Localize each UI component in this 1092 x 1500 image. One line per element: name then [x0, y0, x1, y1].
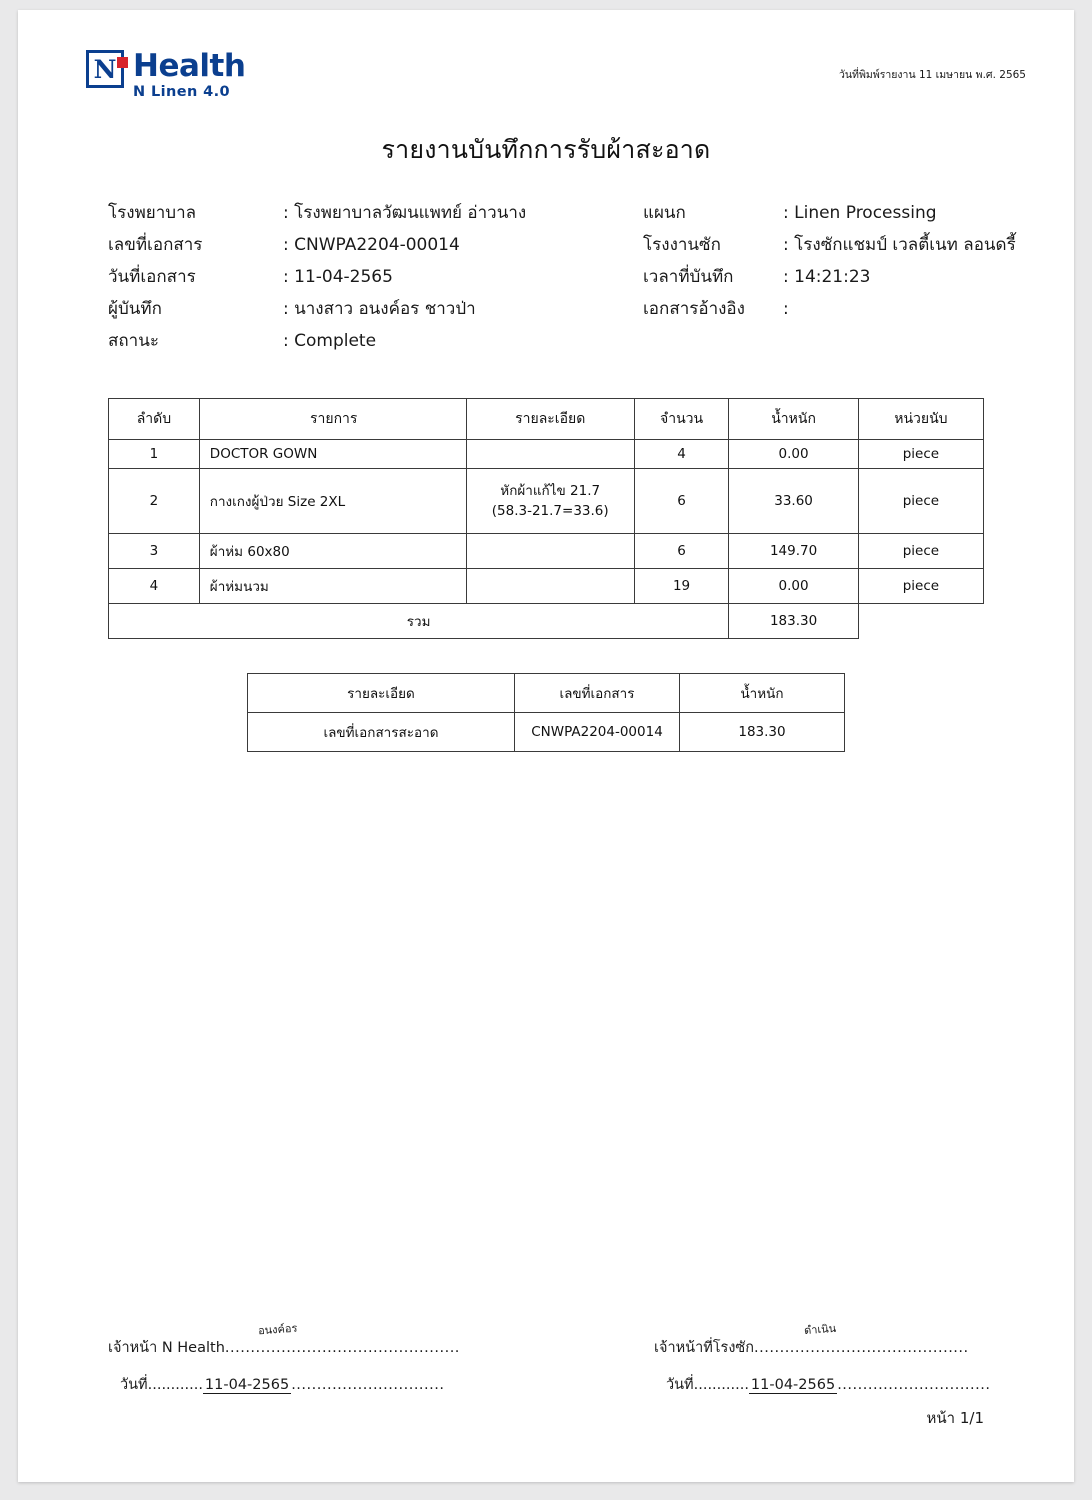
signature-left-date-value: 11-04-2565: [204, 1377, 290, 1393]
cell-desc-line1: หักผ้าแก้ไข 21.7: [500, 483, 601, 500]
items-table: [108, 398, 984, 639]
signature-left-dots: ..............................................: [224, 1340, 460, 1356]
meta-factory-label: โรงงานซัก: [643, 234, 721, 255]
summary-row: [248, 713, 845, 752]
table-header-row: [109, 399, 984, 440]
col-qty: จำนวน: [634, 399, 729, 440]
col-item: รายการ: [199, 399, 466, 440]
cell-qty: 6: [634, 534, 729, 569]
page-number: หน้า 1/1: [926, 1409, 984, 1427]
cell-weight: 0.00: [729, 569, 858, 604]
table-row: [109, 569, 984, 604]
table-row: [109, 469, 984, 534]
meta-spacer-b: [783, 330, 1016, 353]
table-total-row: [109, 604, 984, 639]
cell-weight: 149.70: [729, 534, 858, 569]
cell-no: 4: [109, 569, 200, 604]
signature-right: [654, 1321, 991, 1396]
cell-unit: piece: [858, 534, 983, 569]
cell-unit: piece: [858, 440, 983, 469]
cell-item: กางเกงผู้ป่วย Size 2XL: [199, 469, 466, 534]
total-label: รวม: [109, 604, 729, 639]
signature-right-date-label: วันที่............: [666, 1377, 749, 1393]
logo-letter: N: [93, 54, 117, 84]
col-unit: หน่วยนับ: [858, 399, 983, 440]
brand-name: Health: [133, 48, 246, 84]
signature-area: [66, 1321, 1026, 1396]
signature-right-dots: ..........................................: [754, 1340, 969, 1356]
total-weight: 183.30: [729, 604, 858, 639]
signature-left-date: [108, 1373, 445, 1396]
meta-doc-no-value: : CNWPA2204-00014: [283, 234, 460, 255]
signature-left-date-label: วันที่............: [120, 1377, 203, 1393]
meta-status-value: : Complete: [283, 330, 377, 351]
brand-logo: [66, 38, 245, 100]
cell-desc: [466, 534, 634, 569]
signature-right-date-dots: ..............................: [837, 1377, 991, 1393]
signature-left-date-dots: ..............................: [291, 1377, 445, 1393]
cell-qty: 19: [634, 569, 729, 604]
summary-col-weight: น้ำหนัก: [680, 674, 845, 713]
meta-factory-value: : โรงซักแชมป์ เวลตี้เนท ลอนดรี้: [783, 234, 1016, 255]
meta-department-label: แผนก: [643, 202, 686, 223]
meta-spacer-a: [643, 330, 783, 353]
document-meta: [66, 196, 1026, 353]
meta-record-time-value: : 14:21:23: [783, 266, 871, 287]
cell-item: DOCTOR GOWN: [199, 440, 466, 469]
col-weight: น้ำหนัก: [729, 399, 858, 440]
page-title: รายงานบันทึกการรับผ้าสะอาด: [381, 134, 711, 164]
meta-recorder-label: ผู้บันทึก: [108, 298, 162, 319]
cell-item: ผ้าห่ม 60x80: [199, 534, 466, 569]
summary-cell-label: เลขที่เอกสารสะอาด: [248, 713, 515, 752]
table-row: [109, 534, 984, 569]
brand-text: [133, 50, 245, 100]
cell-unit: piece: [858, 569, 983, 604]
cell-unit: piece: [858, 469, 983, 534]
signature-left-handwriting: อนงค์อร: [257, 1321, 298, 1338]
cell-item: ผ้าห่มนวม: [199, 569, 466, 604]
meta-hospital-value: : โรงพยาบาลวัฒนแพทย์ อ่าวนาง: [283, 202, 527, 223]
signature-left-label: เจ้าหน้า N Health: [108, 1340, 225, 1356]
meta-department-value: : Linen Processing: [783, 202, 937, 223]
items-table-wrap: [66, 398, 1026, 639]
meta-recorder-value: : นางสาว อนงค์อร ชาวป่า: [283, 298, 476, 319]
meta-ref-doc-label: เอกสารอ้างอิง: [643, 298, 745, 319]
signature-right-line: [654, 1336, 984, 1359]
meta-doc-date-label: วันที่เอกสาร: [108, 266, 196, 287]
cell-no: 1: [109, 440, 200, 469]
meta-ref-doc-value: :: [783, 298, 789, 319]
cell-desc-line2: (58.3-21.7=33.6): [491, 503, 609, 520]
meta-doc-no-label: เลขที่เอกสาร: [108, 234, 203, 255]
meta-doc-date-value: : 11-04-2565: [283, 266, 393, 287]
signature-right-handwriting: ดำเนิน: [803, 1321, 837, 1338]
cell-qty: 4: [634, 440, 729, 469]
cell-weight: 33.60: [729, 469, 858, 534]
n-health-logo-icon: [86, 50, 124, 88]
summary-header-row: [248, 674, 845, 713]
col-no: ลำดับ: [109, 399, 200, 440]
table-row: [109, 440, 984, 469]
report-header: [66, 38, 1026, 100]
cell-no: 2: [109, 469, 200, 534]
cell-desc: [466, 569, 634, 604]
cell-desc: [466, 440, 634, 469]
signature-left: [108, 1321, 460, 1396]
signature-left-line: [108, 1336, 460, 1359]
cell-no: 3: [109, 534, 200, 569]
meta-status-label: สถานะ: [108, 330, 159, 351]
meta-hospital-label: โรงพยาบาล: [108, 202, 197, 223]
meta-record-time-label: เวลาที่บันทึก: [643, 266, 734, 287]
cell-desc: [466, 469, 634, 534]
col-desc: รายละเอียด: [466, 399, 634, 440]
summary-col-docno: เลขที่เอกสาร: [515, 674, 680, 713]
summary-table: [247, 673, 845, 752]
signature-right-date: [654, 1373, 991, 1396]
summary-cell-docno: CNWPA2204-00014: [515, 713, 680, 752]
report-sheet: [18, 10, 1074, 1482]
print-date: วันที่พิมพ์รายงาน 11 เมษายน พ.ศ. 2565: [838, 69, 1026, 81]
brand-subtitle: N Linen 4.0: [133, 83, 231, 100]
cell-qty: 6: [634, 469, 729, 534]
total-unit-empty: [858, 604, 983, 639]
cell-weight: 0.00: [729, 440, 858, 469]
signature-right-label: เจ้าหน้าที่โรงซัก: [654, 1340, 755, 1356]
summary-table-wrap: [66, 673, 1026, 752]
signature-right-date-value: 11-04-2565: [750, 1377, 836, 1393]
summary-cell-weight: 183.30: [680, 713, 845, 752]
summary-col-desc: รายละเอียด: [248, 674, 515, 713]
